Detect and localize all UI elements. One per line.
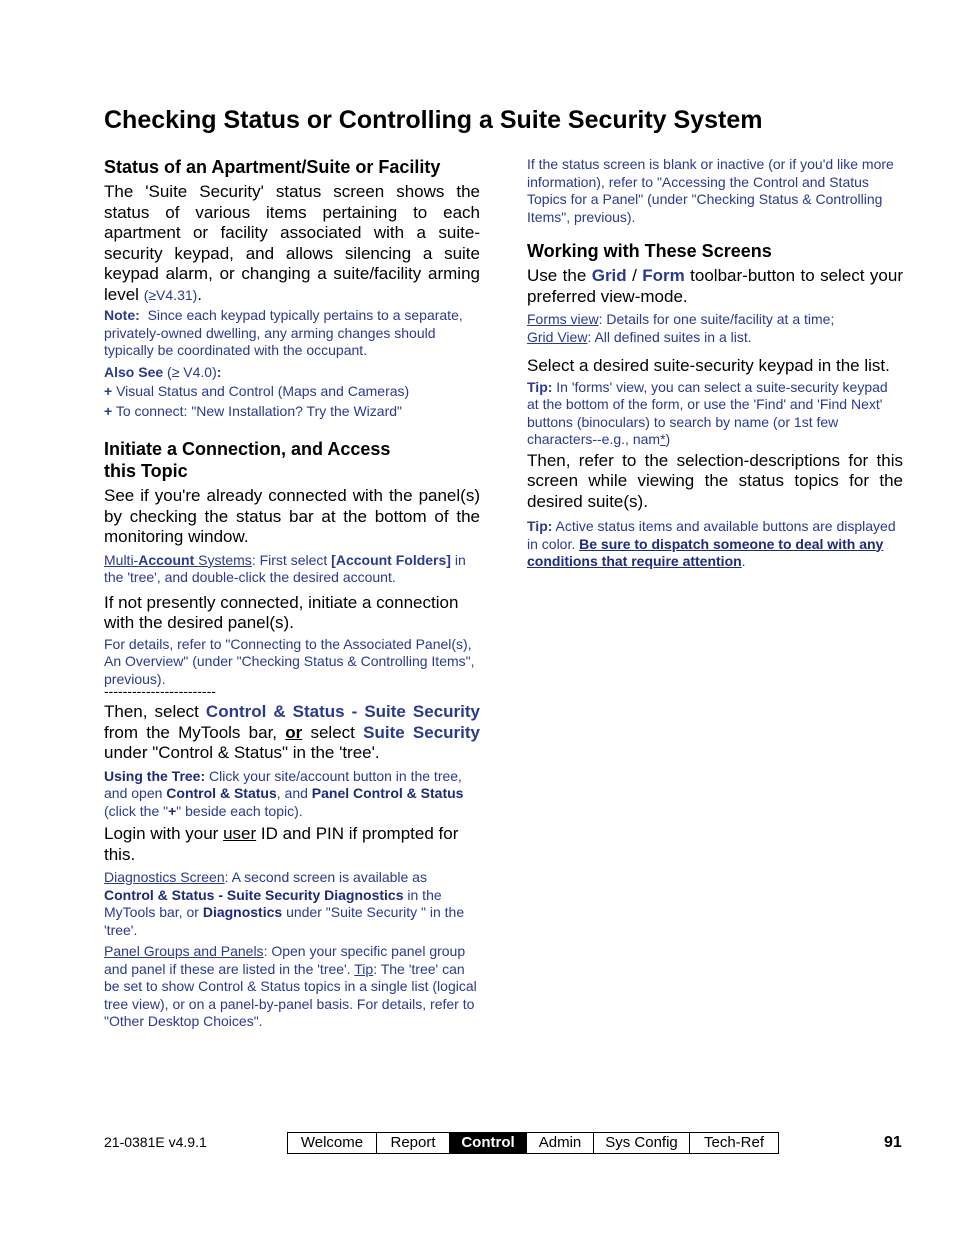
then-select-paragraph: Then, select Control & Status - Suite Security from the MyTools bar, or select Suite Security under "Control & Status" in the 'tree'. — [104, 702, 481, 762]
page-title: Checking Status or Controlling a Suite Security System — [104, 106, 763, 134]
nav-tab-tech-ref[interactable]: Tech-Ref — [703, 1134, 765, 1151]
panel-groups-link[interactable]: Panel Groups and Panels — [104, 943, 264, 959]
left-column — [104, 156, 480, 1031]
user-link[interactable]: user — [223, 824, 257, 843]
footer-nav — [287, 1132, 779, 1154]
login-paragraph: Login with your user ID and PIN if prompted for this. — [104, 824, 459, 864]
nav-tab-welcome[interactable]: Welcome — [288, 1133, 377, 1153]
nav-tab-admin[interactable]: Admin — [527, 1133, 594, 1153]
status-body: The 'Suite Security' status screen shows the status of various items pertaining to each apartment or facility associated with a suite-security keypad, and allows silencing a suite keypad alarm, or changing a suite/facility arming level (≥V4.31). — [104, 182, 480, 304]
note-paragraph: Note: Since each keypad typically pertains to a separate, privately-owned dwelling, any arming changes should typically be coordinated with the occupant. — [104, 307, 463, 358]
connection-heading: Initiate a Connection, and Access this Topic — [104, 439, 391, 481]
grid-view-link[interactable]: Grid View — [527, 328, 588, 345]
tip-forms-paragraph: Tip: In 'forms' view, you can select a suite-security keypad at the bottom of the form, or use the 'Find' and 'Find Next' buttons (binoculars) to search by name (or 1st few characters--e.g., nam*) — [527, 378, 888, 447]
right-column — [527, 156, 903, 571]
status-heading: Status of an Apartment/Suite or Facility — [104, 157, 441, 177]
divider-dashes: ------------------------ — [104, 683, 216, 699]
using-tree-paragraph: Using the Tree: Click your site/account button in the tree, and open Control & Status, and Panel Control & Status (click the "+" beside each topic). — [104, 767, 464, 819]
diagnostics-paragraph: Diagnostics Screen: A second screen is available as Control & Status - Suite Security Diagnostics in the MyTools bar, or Diagnostics under "Suite Security " in the 'tree'. — [104, 869, 465, 938]
forms-view-link[interactable]: Forms view — [527, 311, 599, 327]
also-see-item-2[interactable]: + To connect: "New Installation? Try the Wizard" — [104, 402, 403, 419]
details-paragraph: For details, refer to "Connecting to the Associated Panel(s), An Overview" (under "Checking Status & Controlling Items", previous). — [104, 635, 475, 687]
multi-account-link[interactable]: Multi-Account Systems — [104, 551, 252, 568]
panel-groups-paragraph: Panel Groups and Panels: Open your specific panel group and panel if these are listed in the 'tree'. Tip: The 'tree' can be set to show Control & Status topics in a single list (logical tree view), or on a panel-by-panel basis. For details, refer to "Other Desktop Choices". — [104, 943, 477, 1029]
diagnostics-screen-link[interactable]: Diagnostics Screen — [104, 869, 225, 885]
also-see-item-1[interactable]: + Visual Status and Control (Maps and Cameras) — [104, 383, 410, 399]
connect-body: If not presently connected, initiate a connection with the desired panel(s). — [104, 592, 459, 632]
version-note: (≥V4.31) — [143, 286, 198, 303]
page-number: 91 — [884, 1134, 902, 1151]
view-mode-paragraph: Use the Grid / Form toolbar-button to select your preferred view-mode. — [527, 266, 904, 306]
document-id: 21-0381E v4.9.1 — [104, 1134, 207, 1150]
connection-body: See if you're already connected with the panel(s) by checking the status bar at the bottom of the monitoring window. — [104, 486, 480, 546]
nav-tab-sys-config[interactable]: Sys Config — [594, 1133, 690, 1153]
grid-button-label: Grid — [591, 266, 627, 285]
intro-paragraph: If the status screen is blank or inactive (or if you'd like more information), refer to "Accessing the Control and Status Topics for a Panel" (under "Checking Status & Controlling Items", previous). — [527, 156, 894, 225]
grid-view-line: Grid View: All defined suites in a list. — [527, 328, 752, 345]
select-keypad-paragraph: Select a desired suite-security keypad in the list. — [527, 356, 890, 375]
dispatch-link[interactable]: Be sure to dispatch someone to deal with any conditions that require attention — [527, 535, 884, 569]
tip-link[interactable]: Tip — [354, 960, 374, 977]
multi-account-paragraph: Multi-Account Systems: First select [Account Folders] in the 'tree', and double-click the desired account. — [104, 551, 466, 585]
form-button-label: Form — [642, 266, 685, 285]
then-refer-paragraph: Then, refer to the selection-descriptions for this screen while viewing the status topics for the desired suite(s). — [527, 450, 903, 511]
tip-active-paragraph: Tip: Active status items and available buttons are displayed in color. Be sure to dispatch someone to deal with any conditions that require attention. — [527, 518, 896, 569]
nav-tab-control[interactable]: Control — [450, 1133, 527, 1153]
also-see-heading: Also See (≥ V4.0): — [104, 363, 222, 380]
forms-view-line: Forms view: Details for one suite/facility at a time; — [527, 311, 835, 327]
nav-tab-report[interactable]: Report — [377, 1133, 450, 1153]
working-heading: Working with These Screens — [527, 241, 772, 261]
